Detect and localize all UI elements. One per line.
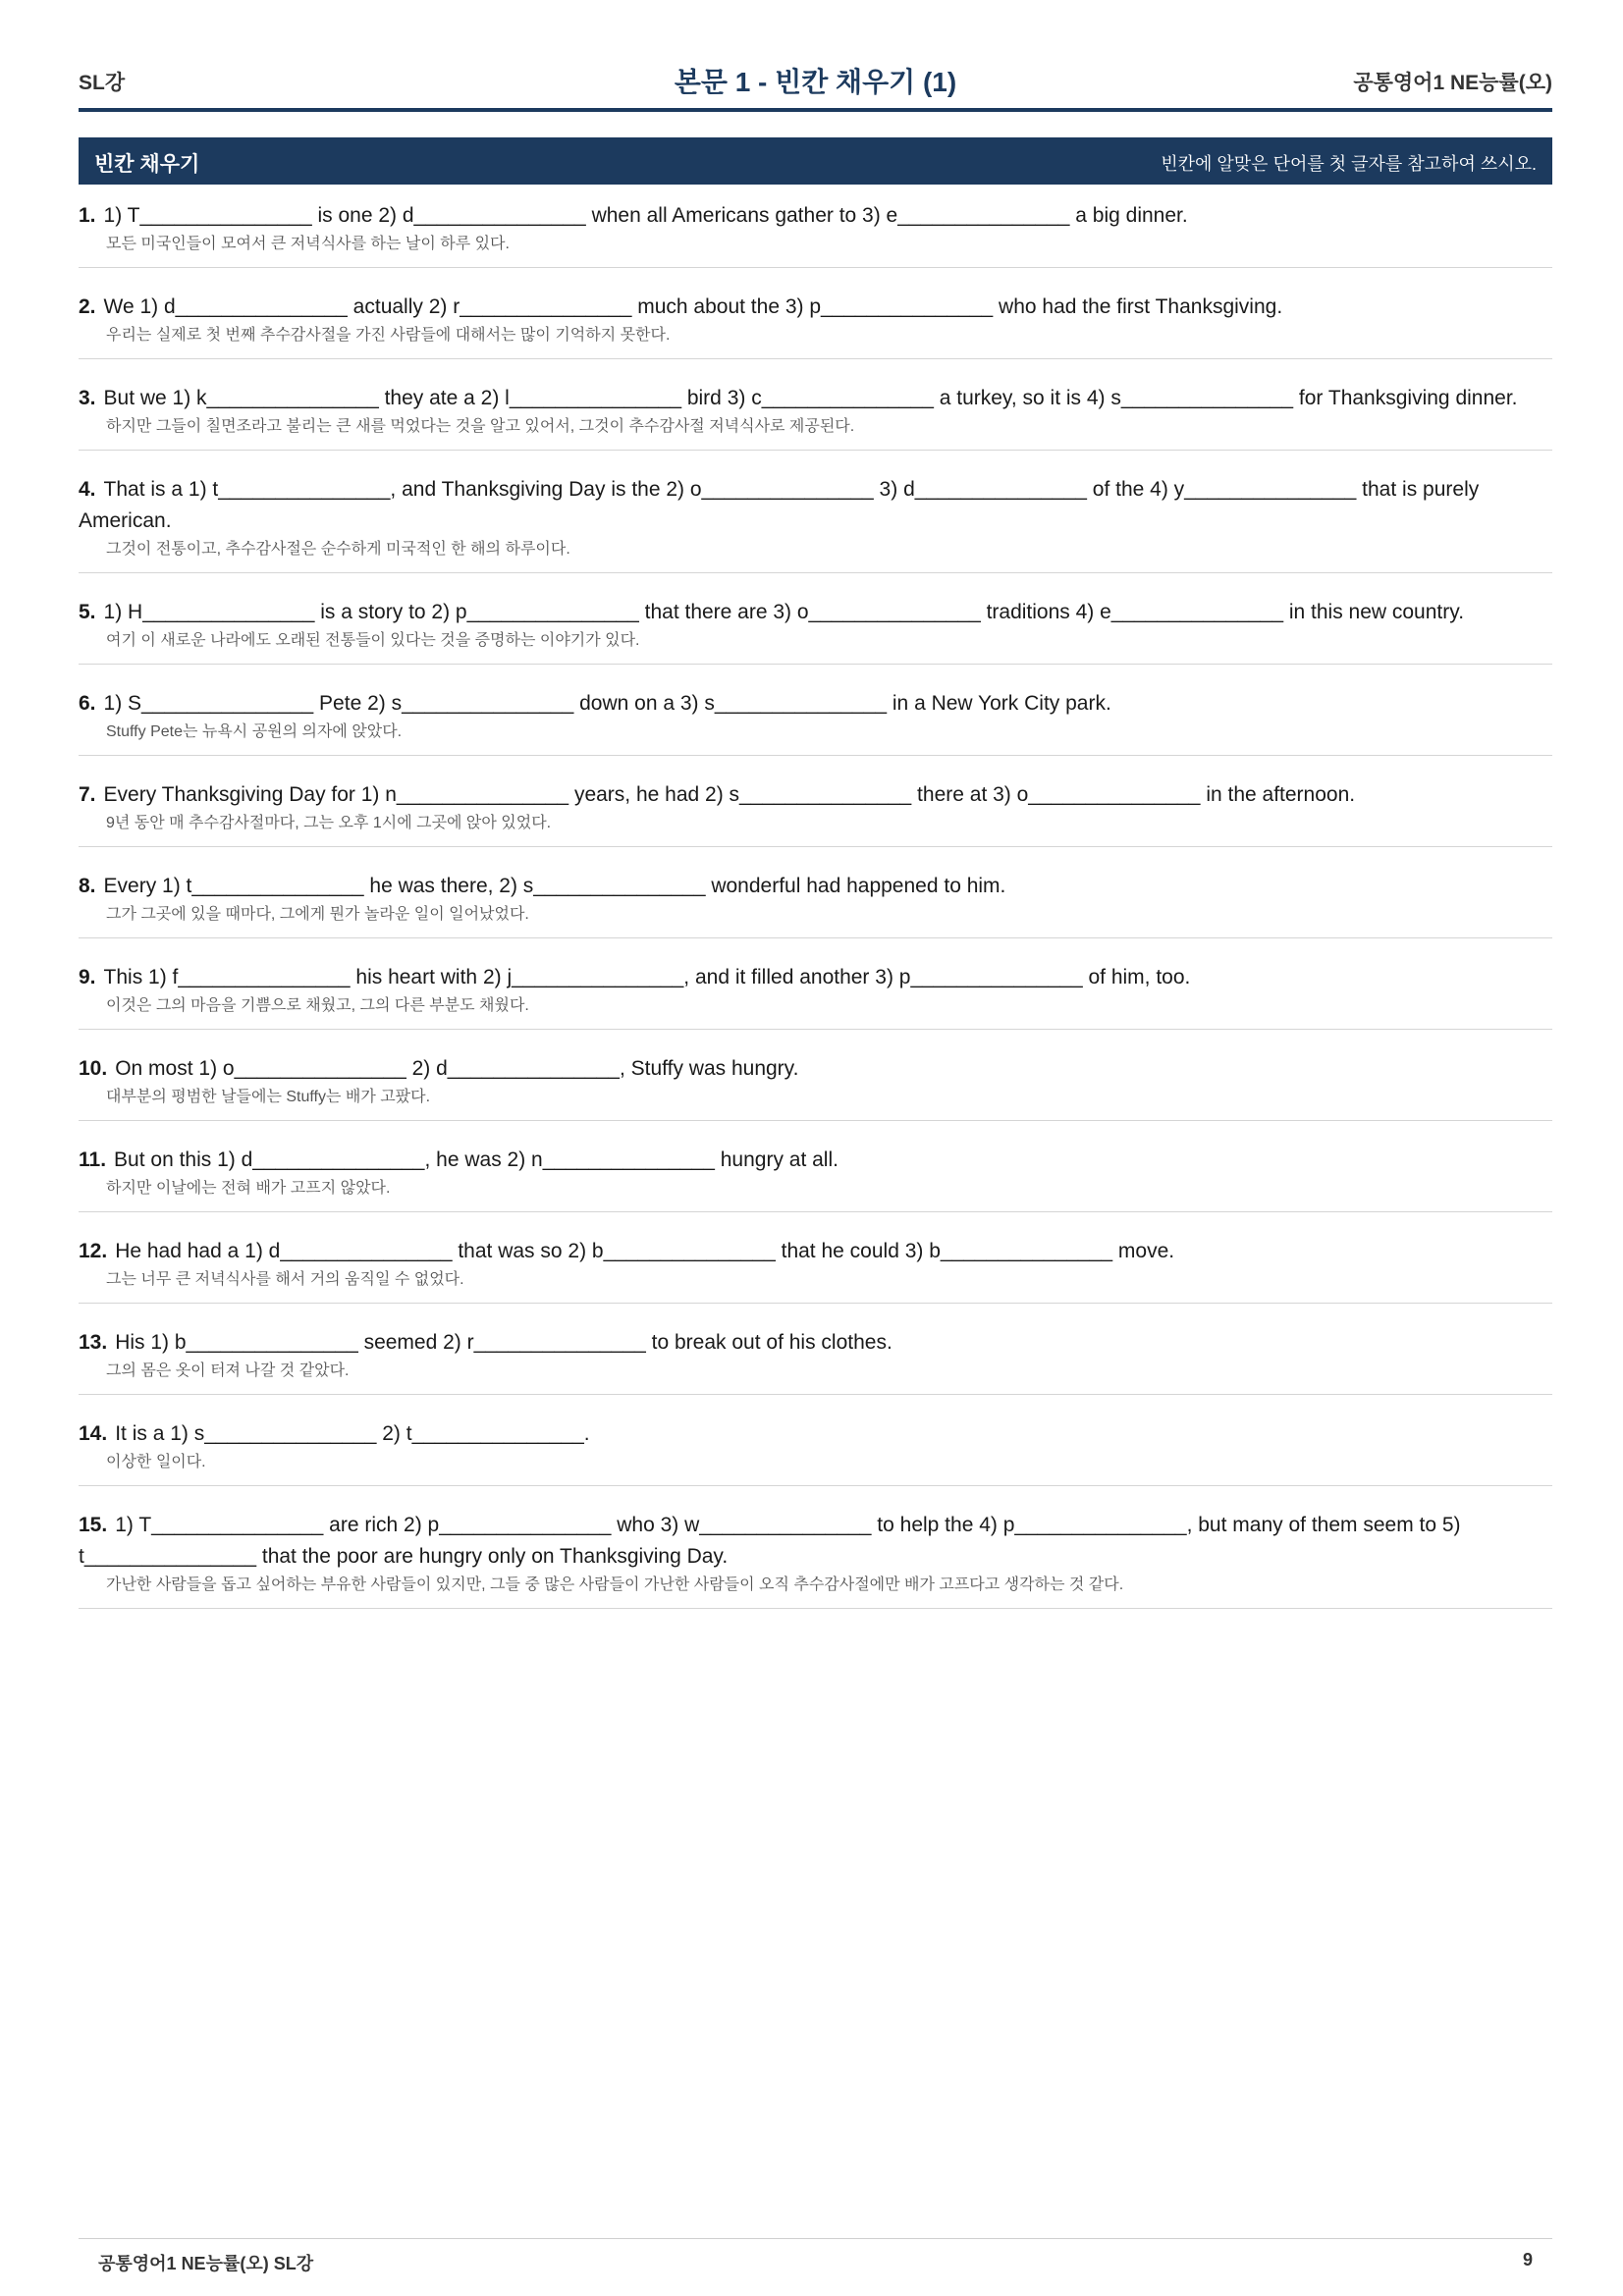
item-translation: 하지만 그들이 칠면조라고 불리는 큰 새를 먹었다는 것을 알고 있어서, 그것이 추수감사절 저녁식사로 제공된다. xyxy=(106,418,855,435)
footer-label: 공통영어1 NE능률(오) SL강 xyxy=(98,2254,314,2273)
exercise-item xyxy=(79,464,1552,573)
item-text: 1) H_______________ is a story to 2) p_______________ that there are 3) o_______________ traditions 4) e_______________ in this new country. xyxy=(103,601,1465,623)
item-translation: 그의 몸은 옷이 터져 나갈 것 같았다. xyxy=(106,1362,350,1379)
item-number: 10. xyxy=(79,1057,108,1080)
item-translation: 우리는 실제로 첫 번째 추수감사절을 가진 사람들에 대해서는 많이 기억하지 못한다. xyxy=(106,327,671,344)
exercise-sentence xyxy=(79,474,1552,537)
item-number: 1. xyxy=(79,204,96,227)
item-translation: Stuffy Pete는 뉴욕시 공원의 의자에 앉았다. xyxy=(106,723,403,740)
item-text: On most 1) o_______________ 2) d_______________, Stuffy was hungry. xyxy=(115,1057,799,1080)
item-number: 15. xyxy=(79,1514,108,1536)
exercise-sentence xyxy=(79,1510,1552,1573)
exercise-item xyxy=(79,861,1552,938)
page-header xyxy=(79,57,1552,112)
item-number: 6. xyxy=(79,692,96,715)
exercise-sentence xyxy=(79,200,1552,232)
exercise-item xyxy=(79,678,1552,756)
item-number: 11. xyxy=(79,1148,107,1171)
item-number: 7. xyxy=(79,783,96,806)
exercise-item xyxy=(79,1317,1552,1395)
item-translation: 가난한 사람들을 돕고 싶어하는 부유한 사람들이 있지만, 그들 중 많은 사람들이 가난한 사람들이 오직 추수감사절에만 배가 고프다고 생각하는 것 같다. xyxy=(106,1576,1124,1593)
header-left-label: SL강 xyxy=(79,72,126,94)
item-number: 9. xyxy=(79,966,96,988)
exercise-sentence xyxy=(79,292,1552,323)
item-text: 1) T_______________ are rich 2) p_______________ who 3) w_______________ to help the 4) p_______________, but many of them seem to 5) t_______________ that the poor are hungry only on Thanksgiving Day. xyxy=(79,1514,1461,1568)
section-bar xyxy=(79,137,1552,185)
exercise-sentence xyxy=(79,1145,1552,1176)
item-translation: 이것은 그의 마음을 기쁨으로 채웠고, 그의 다른 부분도 채웠다. xyxy=(106,997,529,1014)
item-text: We 1) d_______________ actually 2) r_______________ much about the 3) p_______________ who had the first Thanksgiving. xyxy=(103,295,1283,318)
exercise-sentence xyxy=(79,779,1552,811)
exercise-sentence xyxy=(79,383,1552,414)
item-text: But we 1) k_______________ they ate a 2) l_______________ bird 3) c_______________ a turkey, so it is 4) s_______________ for Thanksgiving dinner. xyxy=(103,387,1518,409)
exercise-sentence xyxy=(79,688,1552,720)
item-text: But on this 1) d_______________, he was 2) n_______________ hungry at all. xyxy=(114,1148,839,1171)
item-translation: 그것이 전통이고, 추수감사절은 순수하게 미국적인 한 해의 하루이다. xyxy=(106,541,570,558)
item-text: 1) T_______________ is one 2) d_______________ when all Americans gather to 3) e_______________ a big dinner. xyxy=(103,204,1188,227)
section-title: 빈칸 채우기 xyxy=(94,153,200,176)
item-translation: 이상한 일이다. xyxy=(106,1454,206,1470)
exercise-sentence xyxy=(79,1418,1552,1450)
item-text: Every Thanksgiving Day for 1) n_______________ years, he had 2) s_______________ there at 3) o_______________ in the afternoon. xyxy=(103,783,1356,806)
item-translation: 그는 너무 큰 저녁식사를 해서 거의 움직일 수 없었다. xyxy=(106,1271,464,1288)
exercise-item xyxy=(79,190,1552,268)
exercise-list xyxy=(79,190,1552,1623)
item-number: 14. xyxy=(79,1422,108,1445)
header-right-label: 공통영어1 NE능률(오) xyxy=(1353,72,1552,94)
item-translation: 모든 미국인들이 모여서 큰 저녁식사를 하는 날이 하루 있다. xyxy=(106,236,510,252)
item-translation: 그가 그곳에 있을 때마다, 그에게 뭔가 놀라운 일이 일어났었다. xyxy=(106,906,529,923)
item-translation: 9년 동안 매 추수감사절마다, 그는 오후 1시에 그곳에 앉아 있었다. xyxy=(106,815,552,831)
exercise-item xyxy=(79,1409,1552,1486)
item-translation: 하지만 이날에는 전혀 배가 고프지 않았다. xyxy=(106,1180,391,1197)
exercise-sentence xyxy=(79,871,1552,902)
item-number: 13. xyxy=(79,1331,108,1354)
exercise-sentence xyxy=(79,597,1552,628)
item-text: It is a 1) s_______________ 2) t_______________. xyxy=(115,1422,590,1445)
item-text: 1) S_______________ Pete 2) s_______________ down on a 3) s_______________ in a New York City park. xyxy=(103,692,1111,715)
exercise-sentence xyxy=(79,1327,1552,1359)
item-number: 5. xyxy=(79,601,96,623)
exercise-item xyxy=(79,587,1552,665)
exercise-item xyxy=(79,1043,1552,1121)
exercise-item xyxy=(79,770,1552,847)
item-translation: 대부분의 평범한 날들에는 Stuffy는 배가 고팠다. xyxy=(106,1089,431,1105)
exercise-item xyxy=(79,373,1552,451)
item-number: 12. xyxy=(79,1240,108,1262)
item-text: This 1) f_______________ his heart with 2) j_______________, and it filled another 3) p_______________ of him, too. xyxy=(103,966,1191,988)
exercise-item xyxy=(79,1135,1552,1212)
item-number: 2. xyxy=(79,295,96,318)
item-text: He had had a 1) d_______________ that was so 2) b_______________ that he could 3) b_______________ move. xyxy=(115,1240,1175,1262)
item-number: 3. xyxy=(79,387,96,409)
exercise-item xyxy=(79,952,1552,1030)
exercise-item xyxy=(79,1500,1552,1609)
footer-divider xyxy=(79,2238,1552,2239)
item-text: Every 1) t_______________ he was there, 2) s_______________ wonderful had happened to him. xyxy=(103,875,1006,897)
page-number: 9 xyxy=(1522,2250,1533,2269)
page-title: 본문 1 - 빈칸 채우기 (1) xyxy=(674,67,957,97)
item-translation: 여기 이 새로운 나라에도 오래된 전통들이 있다는 것을 증명하는 이야기가 있다. xyxy=(106,632,640,649)
exercise-item xyxy=(79,1226,1552,1304)
exercise-sentence xyxy=(79,1053,1552,1085)
exercise-sentence xyxy=(79,1236,1552,1267)
item-number: 8. xyxy=(79,875,96,897)
section-instruction: 빈칸에 알맞은 단어를 첫 글자를 참고하여 쓰시오. xyxy=(1161,154,1537,174)
item-text: His 1) b_______________ seemed 2) r_______________ to break out of his clothes. xyxy=(115,1331,893,1354)
exercise-item xyxy=(79,282,1552,359)
item-number: 4. xyxy=(79,478,96,501)
item-text: That is a 1) t_______________, and Thanksgiving Day is the 2) o_______________ 3) d_______________ of the 4) y_______________ that is purely American. xyxy=(79,478,1480,532)
exercise-sentence xyxy=(79,962,1552,993)
